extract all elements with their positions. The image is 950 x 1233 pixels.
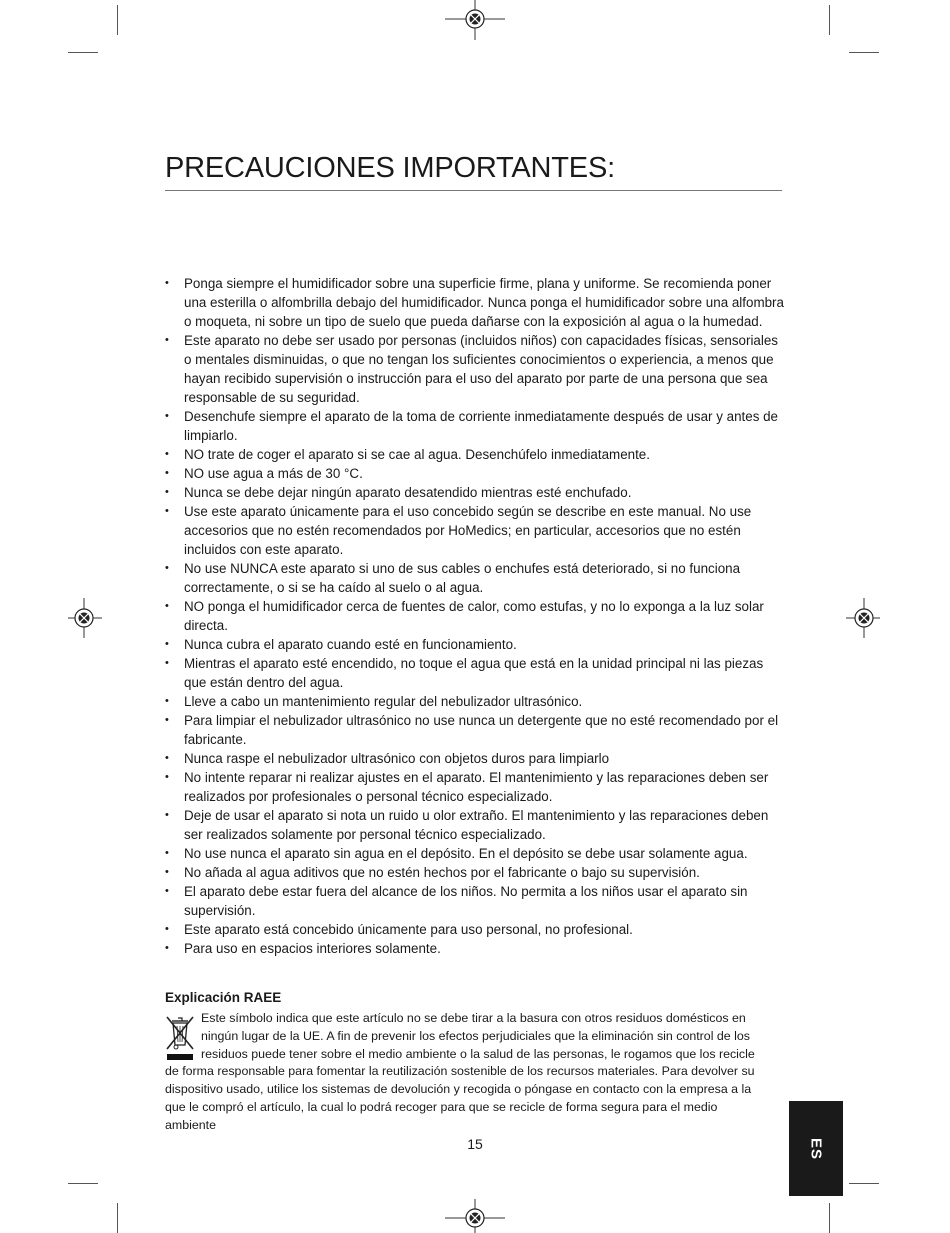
registration-mark-icon	[445, 1199, 505, 1233]
list-item: • No use NUNCA este aparato si uno de sus cables o enchufes está deteriorado, si no funciona correctamente, o si se ha caído al suelo o al agua.	[165, 559, 787, 597]
list-item: • Deje de usar el aparato si nota un ruido u olor extraño. El mantenimiento y las reparaciones deben ser realizados solamente por personal técnico especializado.	[165, 806, 787, 844]
crop-mark	[849, 52, 879, 53]
crop-mark	[68, 1183, 98, 1184]
list-item: • No intente reparar ni realizar ajustes en el aparato. El mantenimiento y las reparaciones deben ser realizados por profesionales o personal técnico especializado.	[165, 768, 787, 806]
list-item: • Nunca cubra el aparato cuando esté en funcionamiento.	[165, 635, 787, 654]
list-item: • Ponga siempre el humidificador sobre una superficie firme, plana y uniforme. Se recomienda poner una esterilla o alfombrilla debajo del humidificador. Nunca ponga el humidificador sobre una alfombra o moqueta, ni sobre un tipo de suelo que pueda dañarse con la exposición al agua o la humedad.	[165, 274, 787, 331]
list-item: • NO ponga el humidificador cerca de fuentes de calor, como estufas, y no lo exponga a la luz solar directa.	[165, 597, 787, 635]
precautions-list	[165, 274, 787, 958]
registration-mark-icon	[846, 598, 880, 638]
list-item: • No añada al agua aditivos que no estén hechos por el fabricante o bajo su supervisión.	[165, 863, 787, 882]
list-item: • Lleve a cabo un mantenimiento regular del nebulizador ultrasónico.	[165, 692, 787, 711]
crop-mark	[829, 5, 830, 35]
list-item: • Para limpiar el nebulizador ultrasónico no use nunca un detergente que no esté recomendado por el fabricante.	[165, 711, 787, 749]
registration-mark-icon	[445, 0, 505, 40]
raee-heading: Explicación RAEE	[165, 990, 282, 1005]
list-item: • Desenchufe siempre el aparato de la toma de corriente inmediatamente después de usar y antes de limpiarlo.	[165, 407, 787, 445]
crop-mark	[117, 5, 118, 35]
page-number: 15	[467, 1136, 483, 1152]
registration-mark-icon	[68, 598, 102, 638]
crop-mark	[849, 1183, 879, 1184]
list-item: • Mientras el aparato esté encendido, no toque el agua que está en la unidad principal ni las piezas que están dentro del agua.	[165, 654, 787, 692]
crop-mark	[829, 1203, 830, 1233]
list-item: • NO use agua a más de 30 °C.	[165, 464, 787, 483]
list-item: • Nunca raspe el nebulizador ultrasónico con objetos duros para limpiarlo	[165, 749, 787, 768]
page-title: PRECAUCIONES IMPORTANTES:	[165, 150, 782, 191]
list-item: • Nunca se debe dejar ningún aparato desatendido mientras esté enchufado.	[165, 483, 787, 502]
list-item: • NO trate de coger el aparato si se cae al agua. Desenchúfelo inmediatamente.	[165, 445, 787, 464]
list-item: • Este aparato está concebido únicamente para uso personal, no profesional.	[165, 920, 787, 939]
crop-mark	[117, 1203, 118, 1233]
crop-mark	[68, 52, 98, 53]
list-item: • El aparato debe estar fuera del alcance de los niños. No permita a los niños usar el aparato sin supervisión.	[165, 882, 787, 920]
list-item: • No use nunca el aparato sin agua en el depósito. En el depósito se debe usar solamente agua.	[165, 844, 787, 863]
raee-explanation: Este símbolo indica que este artículo no se debe tirar a la basura con otros residuos domésticos en ningún lugar de la UE. A fin de prevenir los efectos perjudiciales que la eliminación sin control de los residuos puede tener sobre el medio ambiente o la salud de las personas, le rogamos que los recicle de forma responsable para fomentar la reutilización sostenible de los recursos materiales. Para devolver su dispositivo usado, utilice los sistemas de devolución y recogida o póngase en contacto con la empresa a la que le compró el artículo, la cual lo podrá recoger para que se recicle de forma segura para el medio ambiente	[165, 1011, 755, 1132]
list-item: • Use este aparato únicamente para el uso concebido según se describe en este manual. No use accesorios que no estén recomendados por HoMedics; en particular, accesorios que no estén incluidos con este aparato.	[165, 502, 787, 559]
language-tab	[789, 1101, 843, 1196]
language-tab-label: ES	[807, 1137, 825, 1160]
list-item: • Este aparato no debe ser usado por personas (incluidos niños) con capacidades físicas, sensoriales o mentales disminuidas, o que no tengan los suficientes conocimientos o experiencia, a menos que hayan recibido supervisión o instrucción para el uso del aparato por parte de una persona que sea responsable de su seguridad.	[165, 331, 787, 407]
list-item: • Para uso en espacios interiores solamente.	[165, 939, 787, 958]
